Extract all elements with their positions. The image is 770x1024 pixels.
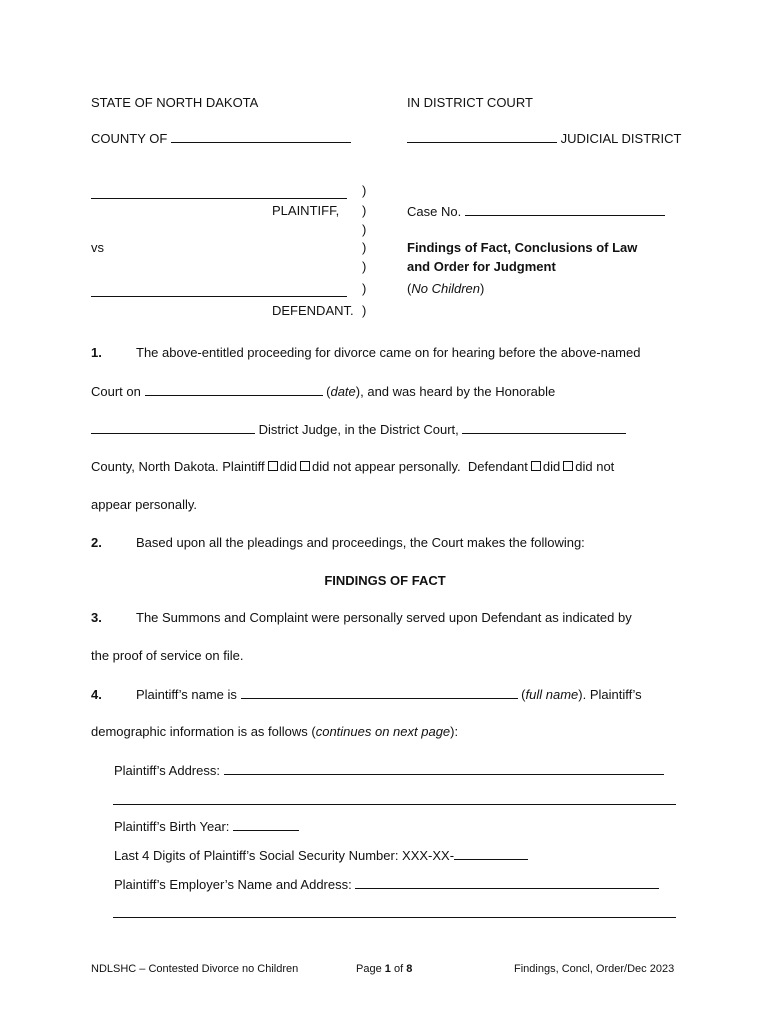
ssn-label: Last 4 Digits of Plaintiff’s Social Security Number: XXX-XX-: [114, 848, 455, 863]
plaintiff-did-checkbox[interactable]: [268, 461, 278, 471]
plaintiff-name-field[interactable]: [91, 198, 347, 199]
district-label: JUDICIAL DISTRICT: [560, 131, 682, 146]
district-line: [407, 130, 681, 147]
caption-paren: ): [362, 203, 367, 218]
caption-paren: ): [362, 303, 367, 318]
para1-line3: District Judge, in the District Court,: [91, 421, 626, 438]
document-title-line2: and Order for Judgment: [407, 259, 556, 274]
employer-line: [114, 876, 659, 893]
hearing-date-field[interactable]: [145, 383, 323, 396]
defendant-did-checkbox[interactable]: [531, 461, 541, 471]
para4-line1: 4. Plaintiff’s name is (full name). Plaintiff’s: [91, 687, 642, 702]
plaintiff-did-not-checkbox[interactable]: [300, 461, 310, 471]
plaintiff-full-name-field[interactable]: [241, 686, 518, 699]
address-line: [114, 762, 664, 779]
employer-field-line2[interactable]: [113, 917, 676, 918]
district-court-county-field[interactable]: [462, 421, 626, 434]
para3-line2: the proof of service on file.: [91, 648, 244, 663]
address-field-line2[interactable]: [113, 804, 676, 805]
caption-paren: ): [362, 183, 367, 198]
employer-field[interactable]: [355, 876, 659, 889]
findings-heading: FINDINGS OF FACT: [324, 573, 446, 588]
document-title-line1: Findings of Fact, Conclusions of Law: [407, 240, 638, 255]
defendant-label: DEFENDANT.: [272, 303, 354, 318]
vs-label: vs: [91, 240, 104, 255]
para2: 2. Based upon all the pleadings and proceedings, the Court makes the following:: [91, 535, 585, 550]
case-no-line: [407, 203, 665, 220]
birth-year-line: [114, 818, 299, 835]
page-number: Page 1 of 8: [356, 963, 413, 975]
address-label: Plaintiff’s Address:: [114, 763, 220, 778]
ssn-field[interactable]: [454, 847, 528, 860]
caption-paren: ): [362, 259, 367, 274]
defendant-did-not-checkbox[interactable]: [563, 461, 573, 471]
document-subtitle: (No Children): [407, 281, 485, 296]
para1-number: 1.: [91, 345, 102, 360]
caption-paren: ): [362, 281, 367, 296]
county-line: [91, 130, 351, 147]
para3-number: 3.: [91, 610, 102, 625]
judge-name-field[interactable]: [91, 421, 255, 434]
case-no-label: Case No.: [407, 204, 462, 219]
footer-right: Findings, Concl, Order/Dec 2023: [514, 963, 675, 975]
court-heading: IN DISTRICT COURT: [407, 95, 533, 110]
employer-label: Plaintiff’s Employer’s Name and Address:: [114, 877, 352, 892]
county-field[interactable]: [171, 130, 351, 143]
ssn-line: [114, 847, 528, 864]
para2-number: 2.: [91, 535, 102, 550]
district-field[interactable]: [407, 130, 557, 143]
para1-line1: 1. The above-entitled proceeding for divorce came on for hearing before the above-named: [91, 345, 641, 360]
para1-line2: Court on (date), and was heard by the Honorable: [91, 384, 556, 399]
state-heading: STATE OF NORTH DAKOTA: [91, 95, 259, 110]
defendant-name-field[interactable]: [91, 296, 347, 297]
birth-year-label: Plaintiff’s Birth Year:: [114, 819, 230, 834]
para4-line2: demographic information is as follows (continues on next page):: [91, 724, 459, 739]
para1-line5: appear personally.: [91, 497, 197, 512]
birth-year-field[interactable]: [233, 818, 299, 831]
caption-paren: ): [362, 222, 367, 237]
para3-line1: 3. The Summons and Complaint were personally served upon Defendant as indicated by: [91, 610, 632, 625]
address-field[interactable]: [224, 762, 664, 775]
plaintiff-label: PLAINTIFF,: [272, 203, 340, 218]
footer-left: NDLSHC – Contested Divorce no Children: [91, 963, 299, 975]
case-no-field[interactable]: [465, 203, 665, 216]
county-label: COUNTY OF: [91, 131, 168, 146]
caption-paren: ): [362, 240, 367, 255]
para1-line4: County, North Dakota. Plaintiff did did not appear personally. Defendant did did not: [91, 459, 615, 474]
para4-number: 4.: [91, 687, 102, 702]
